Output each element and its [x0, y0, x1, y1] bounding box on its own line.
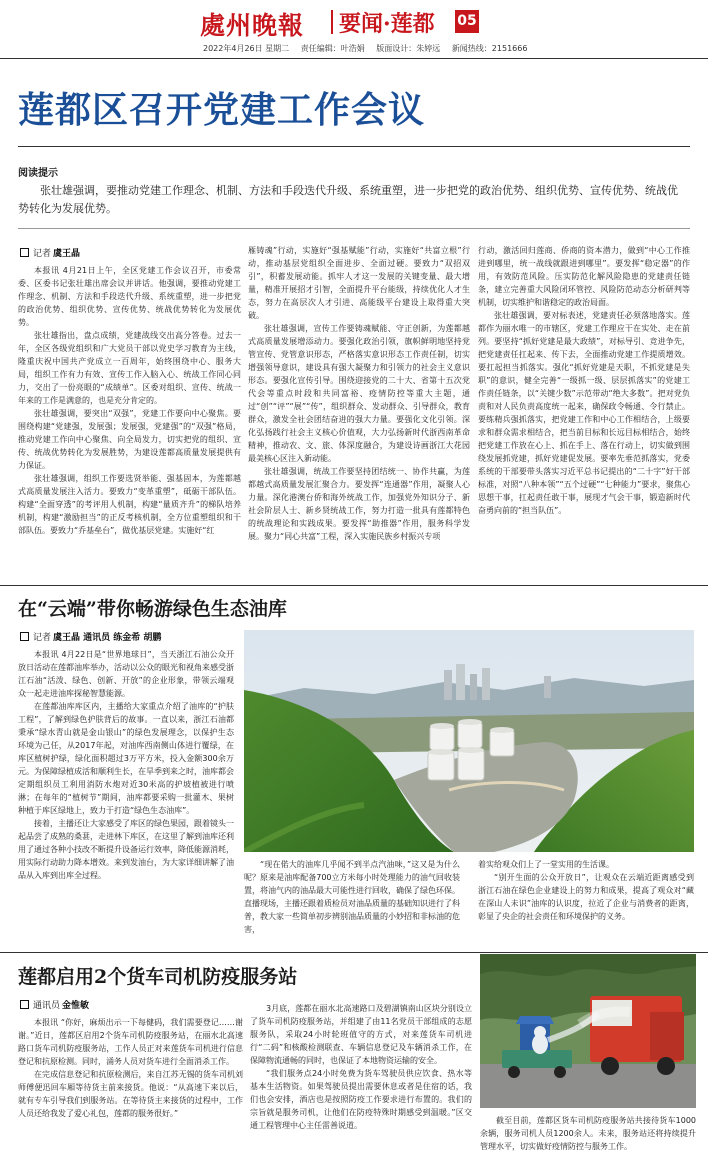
article3-byline: [20, 998, 89, 1011]
paragraph: “别开生面的公众开放日”，让观众在云端近距离感受到浙江石油在绿色企业建设上的努力和成果，提高了观众对“藏在深山人未识”油库的认识度，拉近了企业与消费者的距离，彰显了央企的社会责任和环境保护的义务。: [478, 873, 694, 921]
paragraph: 3月底，莲都在丽水北高速路口及碧湖镇南山区块分别设立了货车司机防疫服务站，并组建了由11名党员干部组成的志愿服务队，采取24小时轮班值守的方式，对来莲货车司机进行“二码”和核酸检测联查、车辆信息登记及车辆消杀工作，在保障物流通畅的同时，也保证了本地物资运输的安全。: [250, 1004, 472, 1065]
article2-headline: 在“云端”带你畅游绿色生态油库: [18, 598, 287, 620]
paragraph: 张壮雄强调，要突出“双强”，党建工作要向中心聚焦。要围绕构建“党建强，发展强；发展强，党建强”的“双强”格局，推动党建工作向中心聚焦、向全局发力，切实把党的组织、宣传、统战优势转化为发展胜势，为建设莲都高质量发展提供有力保证。: [18, 409, 241, 470]
paragraph: 雁铸魂”行动，实施好“强基赋能”行动，实施好“共富立根”行动，推动基层党组织全面进步、全面过硬。要致力“双招双引”，积蓄发展动能。抓牢人才这一发展的关键变量、最大增量，精准开展招才引智，全面提升平台能级，持续优化人才生态，努力在高层次人才引进、高能级平台建设上取得重大突破。: [248, 246, 470, 320]
summary-text: 张壮雄强调，要推动党建工作理念、机制、方法和手段迭代升级、系统重塑，进一步把党的政治优势、组织优势、宣传优势、统战优势转化为发展优势。: [18, 184, 678, 215]
byline-name: 金惟敏: [62, 1001, 90, 1011]
paragraph: 张壮雄指出，盘点成绩，党建战线交出高分答卷。过去一年，全区各级党组织和广大党员干部以党史学习教育为主线，隆重庆祝中国共产党成立一百周年，始终围绕中心、服务大局，组织工作有力有效、宣传工作入脑入心、统战工作同心同力，交出了一份亮眼的“成绩单”。区委对组织、宣传、统战一年来的工作是满意的，也是充分肯定的。: [18, 331, 241, 405]
summary-label: 阅读提示: [18, 168, 58, 179]
paragraph: “我们服务点24小时免费为货车驾驶员供应饮食、热水等基本生活物资。如果驾驶员提出需要休息或者是住宿的话，我们也会安排，酒店也是按照防疫工作要求进行布置的。我们的宗旨就是服务司机，让他们在防疫特殊时期感受到温暖。”区交通工程管理中心主任雷善说道。: [250, 1069, 472, 1130]
editor-credit: 责任编辑：叶浩娟: [300, 44, 365, 53]
summary-rule: [18, 228, 690, 229]
paragraph: 本报讯 4月22日是“世界地球日”，当天浙江石油公众开放日活动在莲都油库举办，活动以公众的眼光和视角来感受浙江石油“活泼、绿色、创新、开放”的企业形象，带领云端观众一起走进油库探秘智慧能源。: [18, 650, 234, 698]
oil-depot-photo: [244, 630, 694, 852]
paragraph: 接着，主播还让大家感受了库区的绿色果园，跟着镜头一起品尝了成熟的桑葚，走进林下库区，在这里了解到油库还利用了通过各种小技改不断提升设备运行效率，降低能源消耗，用实际行动助力降本增效。来到发油台，为大家详细讲解了油品从入库到出库全过程。: [18, 819, 234, 880]
section-rule: [0, 585, 708, 586]
article3-column-1: [18, 1016, 243, 1156]
byline-role: 记者: [33, 633, 52, 643]
masthead-rule: [0, 58, 708, 59]
masthead-divider: [331, 10, 333, 34]
paragraph: 张壮雄强调，宣传工作要铸魂赋能、守正创新，为莲都越式高质量发展增添动力。要强化政治引领，旗帜鲜明地坚持党管宣传、党管意识形态，严格落实意识形态工作责任制，切实增强领导意识，建设具有强大凝聚力和引领力的社会主义意识形态。要强化宣传引导。围绕迎接党的二十大、省第十五次党代会等重点时段和共同富裕、疫情防控等重大主题，通过“创”“评”“展”“传”，组织群众、发动群众、引导群众，教育群众，激发全社会团结奋进的强大力量。要强化文化引领。深化弘扬践行社会主义核心价值观，大力弘扬新时代浙西南革命精神，推动农、文、旅、体深度融合，为建设诗画浙江大花园最美核心区注入新动能。: [248, 324, 470, 463]
article1-column-3: [478, 244, 690, 576]
article2-byline: [20, 630, 161, 643]
paragraph: 张壮雄强调，组织工作要选贤举能、强基固本，为莲都越式高质量发展注入活力。要致力“变革重塑”，砥砺干部队伍。构建“全面穿透”的考评用人机制，构建“量质齐升”的梯队培养机制，构建“激励担当”的正反考核机制，全方位重塑组织和干部队伍。要致力“乔基垒台”，做优基层党建。实施好“红: [18, 474, 241, 535]
section-title: 要闻·莲都: [339, 11, 435, 37]
article2-body: [18, 648, 234, 940]
paper-name: 處州晚報: [200, 11, 305, 40]
paragraph: “现在偌大的油库几乎闻不到半点汽油味，”这又是为什么呢？原来是油库配备700立方米每小时处理能力的油气回收装置，将油气内的油品最大可能性进行回收，确保了绿色环保。直播现场，主播还跟着质检员对油品质量的基础知识进行了科普，教大家一些简单初步辨别油品质量的小妙招和非标油的危害，: [244, 860, 460, 934]
issue-date: 2022年4月26日 星期二: [203, 44, 290, 53]
page-number: 05: [455, 10, 479, 33]
paragraph: 在完成信息登记和抗原检测后，来自江苏无锡的货车司机刘师傅便迅回车厢等待货主前来接货。他说：“从高速下来以后，就有专车引导我们到服务站。在等待货主来接货的过程中，工作人员还给我发了爱心礼包，莲都的服务很好。”: [18, 1070, 243, 1118]
headline-rule: [18, 146, 690, 147]
paragraph: 截至目前，莲都区货车司机防疫服务站共接待货车1000余辆，服务司机人员1200余人。未来，服务站还将持续提升管理水平，切实做好疫情防控与服务工作。: [480, 1116, 696, 1151]
article3-caption: [480, 1114, 696, 1153]
paragraph: 张壮雄强调，统战工作要坚持团结统一、协作共赢，为莲都越式高质量发展汇聚合力。要发挥“连通器”作用，凝聚人心力量。深化港澳台侨和海外统战工作，加强党外知识分子、新社会阶层人士、新乡贤统战工作，努力打造一批具有莲都特色的统战理论和实践成果。要发挥“助推器”作用，服务科学发展。聚力“同心共富”工程，深入实施民族乡村振兴专项: [248, 467, 470, 541]
article1-headline: 莲都区召开党建工作会议: [18, 89, 426, 131]
paragraph: 在莲都油库库区内，主播给大家重点介绍了油库的“护肤工程”，了解到绿色护肤背后的故事。一直以来，浙江石油都秉承“绿水青山就是金山银山”的绿色发展理念，以保护生态环境为己任，从2017年起，对油库西南侧山体进行覆绿，在库区植树护绿，绿化面积超过3万平方米，投入金额300余万元。为保障绿植成活和顺利生长，在旱季到来之时，油库都会定期组织员工利用消防水炮对近30米高的护坡植被进行喷淋；在每年的“植树节”期间，油库都要采购一批灌木、果树种植于库区绿地上，致力于打造“绿色生态油库”。: [18, 702, 234, 815]
paragraph: 本报讯 “你好，麻烦出示一下每健码，我们需要登记……谢谢。”近日，莲都区启用2个货车司机防疫服务站，在丽水北高速路口货车司机防疫服务站，工作人员正对来莲货车司机进行信息登记和抗原检测。同时，涌务人员对货车进行全面消杀工作。: [18, 1018, 243, 1066]
byline-box-icon: [20, 1000, 29, 1009]
paragraph: 着实给观众们上了一堂实用的生活课。: [478, 860, 614, 869]
news-hotline: 新闻热线：2151666: [451, 44, 528, 53]
masthead-info: [203, 43, 536, 54]
byline-box-icon: [20, 632, 29, 641]
freight-station-photo: [480, 954, 696, 1108]
paragraph: 行动，激活回归莲商、侨商的资本潜力，做到“中心工作推进到哪里，统一战线就跟进到哪里”。要发挥“稳定器”的作用，有效防范风险。压实防范化解风险隐患的党建责任链条，建立完善重大风险闭环管控、风险防范动态分析研判等机制，切实维护和谐稳定的政治局面。: [478, 246, 690, 307]
byline-box-icon: [20, 248, 29, 257]
article1-column-1: [18, 264, 241, 576]
paragraph: 张壮雄强调，要对标表述，党建责任必须落地落实。莲都作为丽水唯一的市辖区，党建工作理应干在实处、走在前列。要坚持“抓好党建是最大政绩”，对标导引、竞进争先，把党建责任扛起来、传下去，全面推动党建工作提质增效。要扛起担当抓落实。强化“抓好党建是天职，不抓党建是失职”的意识，健全完善“一级抓一级、层层抓落实”的党建工作责任链条，以“关键少数”示范带动“绝大多数”。把对党负责和对人民负责高度统一起来，确保政令畅通、令行禁止。要练精兵强抓落实，把党建工作和中心工作相结合，上级要求和群众需求相结合，把当前目标和长远目标相结合，始终把党建工作放在心上、抓在手上、落在行动上，切实做到围绕发展抓党建，抓好党建促发展。要率先垂范抓落实，党委系统的干部要带头落实习近平总书记提出的“二十字”好干部标准，对照“八种本领”“五个过硬”“七种能力”要求，聚焦心思想干事，扛起责任敢干事，展现才气会干事，锻造新时代奋勇向前的“担当队伍”。: [478, 311, 690, 515]
byline-name: 虞王晶: [53, 249, 81, 259]
byline-name: 虞王晶 通讯员 练金希 胡鹏: [53, 633, 162, 643]
article1-byline: [20, 246, 80, 259]
article2-caption-mid: [244, 858, 460, 936]
section-rule: [0, 952, 708, 953]
article2-caption-right: [478, 858, 694, 923]
byline-role: 记者: [33, 249, 52, 259]
article3-column-2: [250, 1002, 472, 1156]
paragraph: 本报讯 4月21日上午，全区党建工作会议召开，市委常委、区委书记张壮雄出席会议并讲话。他强调，要推动党建工作理念、机制、方法和手段迭代升级、系统重塑，进一步把党的政治优势、组织优势、宣传优势、统战优势转化为发展优势。: [18, 266, 241, 327]
byline-role: 通讯员: [33, 1001, 61, 1011]
designer-credit: 版面设计：朱婷远: [376, 44, 441, 53]
article3-headline: 莲都启用2个货车司机防疫服务站: [18, 966, 298, 988]
article1-column-2: [248, 244, 470, 576]
